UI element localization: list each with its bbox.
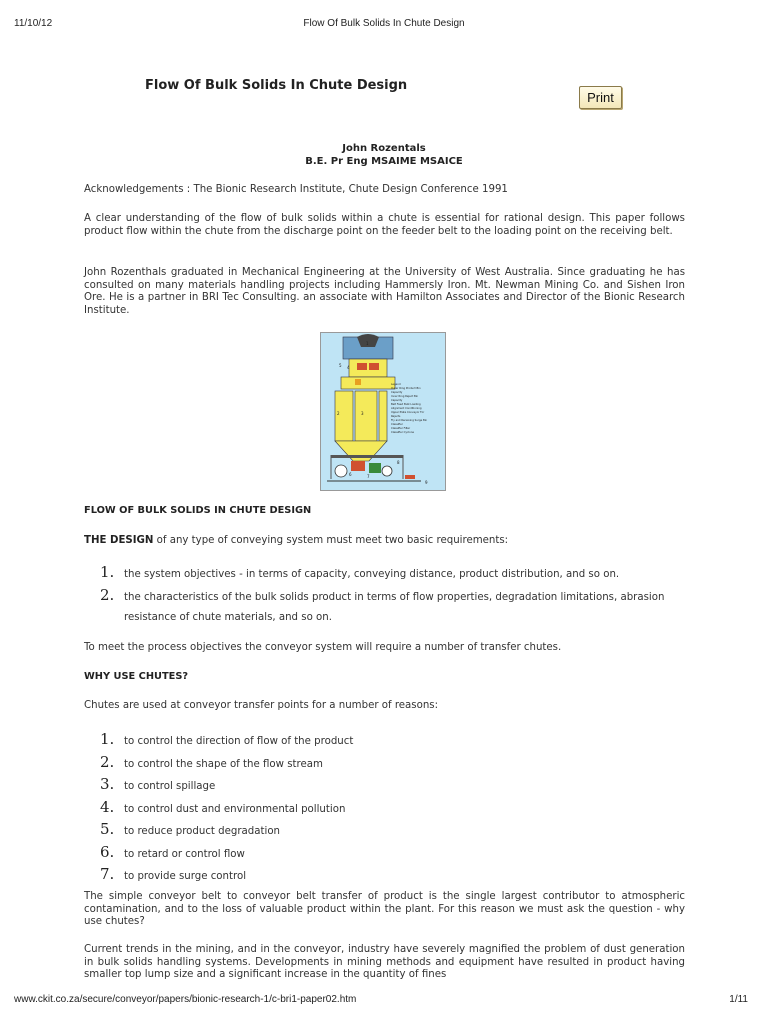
belt-marker: [405, 475, 415, 479]
section-heading-flow: FLOW OF BULK SOLIDS IN CHUTE DESIGN: [84, 505, 312, 516]
list-item: [100, 820, 690, 843]
footer-page-number: 1/11: [729, 994, 748, 1005]
list-item: [100, 843, 690, 866]
upper-equipment-red-2: [369, 363, 379, 370]
list-number: 4.: [100, 797, 115, 816]
list-number: 3.: [100, 775, 115, 793]
center-tall-bin: [355, 391, 377, 441]
list-number: 2.: [100, 585, 115, 604]
callout-label: 4: [347, 365, 350, 370]
list-text: the characteristics of the bulk solids product in terms of flow properties, degradation limitations, abrasion resistance of chute materials, and so on.: [124, 591, 665, 623]
requirements-list: [100, 563, 690, 629]
bottom-drum-left: [335, 465, 347, 477]
list-number: 1.: [100, 730, 115, 748]
list-item: [100, 775, 690, 798]
legend-title: Legend: [391, 383, 401, 386]
list-number: 2.: [100, 752, 115, 771]
chute-diagram: [321, 333, 445, 490]
list-text: to retard or control flow: [124, 848, 245, 860]
callout-label: 6: [349, 472, 352, 477]
legend-item: Capacity: [391, 399, 403, 402]
callout-label: 1: [366, 341, 369, 346]
list-text: to provide surge control: [124, 871, 247, 882]
legend-item: Fly and Receiving Surge Bin: [391, 419, 428, 422]
callout-label: 8: [397, 460, 400, 465]
trends-paragraph: Current trends in the mining, and in the conveyor, industry have severely magnified the problem of dust generation in bulk solids handling systems. Developments in mining methods and equipment have resulted in product having smaller top lump size and a significant increase in the quantity of fines: [84, 944, 685, 980]
list-item: [100, 753, 690, 776]
footer-url: www.ckit.co.za/secure/conveyor/papers/bionic-research-1/c-bri1-paper02.htm: [14, 994, 357, 1005]
process-paragraph: To meet the process objectives the conveyor system will require a number of transfer chutes.: [84, 642, 562, 653]
section-heading-why: WHY USE CHUTES?: [84, 671, 189, 682]
design-lead: THE DESIGN: [84, 535, 154, 546]
bottom-equipment-green: [369, 463, 381, 473]
bottom-equipment-red: [351, 461, 365, 471]
legend-item: Classifier: [391, 423, 403, 426]
list-item: [100, 730, 690, 753]
reasons-list: [100, 730, 690, 888]
transfer-paragraph: The simple conveyor belt to conveyor belt transfer of product is the single largest contributor to atmospheric contamination, and to the loss of valuable product within the plant. For this reason we must ask the question - why use chutes?: [84, 891, 685, 927]
left-tall-bin: [335, 391, 353, 441]
author-name: John Rozentals: [342, 143, 426, 154]
intro-paragraph: A clear understanding of the flow of bulk solids within a chute is essential for rational design. This paper follows product flow within the chute from the discharge point on the feeder belt to the loading point on the receiving belt.: [84, 213, 685, 237]
list-text: to reduce product degradation: [124, 826, 281, 837]
header-date: 11/10/12: [14, 18, 53, 29]
middle-yellow-band: [341, 377, 395, 389]
middle-equipment: [355, 379, 361, 385]
chute-diagram-figure: [320, 332, 446, 491]
callout-label: 9: [425, 480, 428, 485]
upper-yellow-bin: [349, 359, 387, 377]
list-item: [100, 586, 690, 629]
legend-item: Classifier Cyclone: [391, 431, 414, 434]
list-text: to control spillage: [124, 781, 216, 792]
list-text: to control dust and environmental pollution: [124, 803, 346, 815]
legend-item: Rejects: [391, 415, 401, 418]
callout-label: 7: [367, 474, 370, 479]
design-paragraph: [84, 535, 685, 548]
list-item: [100, 798, 690, 821]
acknowledgements-text: Acknowledgements : The Bionic Research Institute, Chute Design Conference 1991: [84, 184, 508, 195]
legend-item: Outer Ring Product Bin: [391, 387, 421, 390]
list-number: 1.: [100, 563, 115, 581]
list-text: to control the direction of flow of the product: [124, 736, 354, 747]
legend-item: Classifier Filter: [391, 427, 411, 430]
list-number: 7.: [100, 865, 115, 883]
print-button[interactable]: Print: [579, 86, 622, 109]
right-tall-bin: [379, 391, 387, 441]
support-frame: [331, 455, 403, 458]
upper-equipment-red: [357, 363, 367, 370]
list-text: the system objectives - in terms of capacity, conveying distance, product distribution, and so on.: [124, 569, 620, 580]
list-text: to control the shape of the flow stream: [124, 758, 323, 770]
list-item: [100, 563, 690, 586]
document-title: Flow Of Bulk Solids In Chute Design: [145, 78, 408, 93]
author-credentials: B.E. Pr Eng MSAIME MSAICE: [305, 156, 463, 167]
diagram-legend: [391, 382, 428, 434]
callout-label: 2: [337, 411, 340, 416]
list-number: 6.: [100, 842, 115, 861]
callout-label: 5: [339, 363, 342, 368]
author-bio-paragraph: John Rozenthals graduated in Mechanical Engineering at the University of West Australia. Since graduating he has consulted on many materials handling projects including Hammersly Iron. Mt. Newman Mining Co. and Sishen Iron Ore. He is a partner in BRI Tec Consulting. an associate with Hamilton Associates and Director of the Bionic Research Institute.: [84, 267, 685, 316]
bottom-drum-right: [382, 466, 392, 476]
list-number: 5.: [100, 820, 115, 838]
header-title: Flow Of Bulk Solids In Chute Design: [303, 18, 465, 29]
list-item: [100, 865, 690, 888]
legend-item: Capacity: [391, 391, 403, 394]
reasons-intro: Chutes are used at conveyor transfer points for a number of reasons:: [84, 700, 439, 711]
legend-item: Alignment Conditioning: [391, 407, 422, 410]
callout-label: 3: [361, 411, 364, 416]
legend-item: Upper Plate Conveyor For: [391, 411, 425, 414]
legend-item: Belt Feed Bulk Loading: [391, 403, 421, 406]
legend-item: Inner Ring Reject Bin: [391, 395, 419, 398]
design-rest: of any type of conveying system must meet two basic requirements:: [153, 535, 509, 546]
